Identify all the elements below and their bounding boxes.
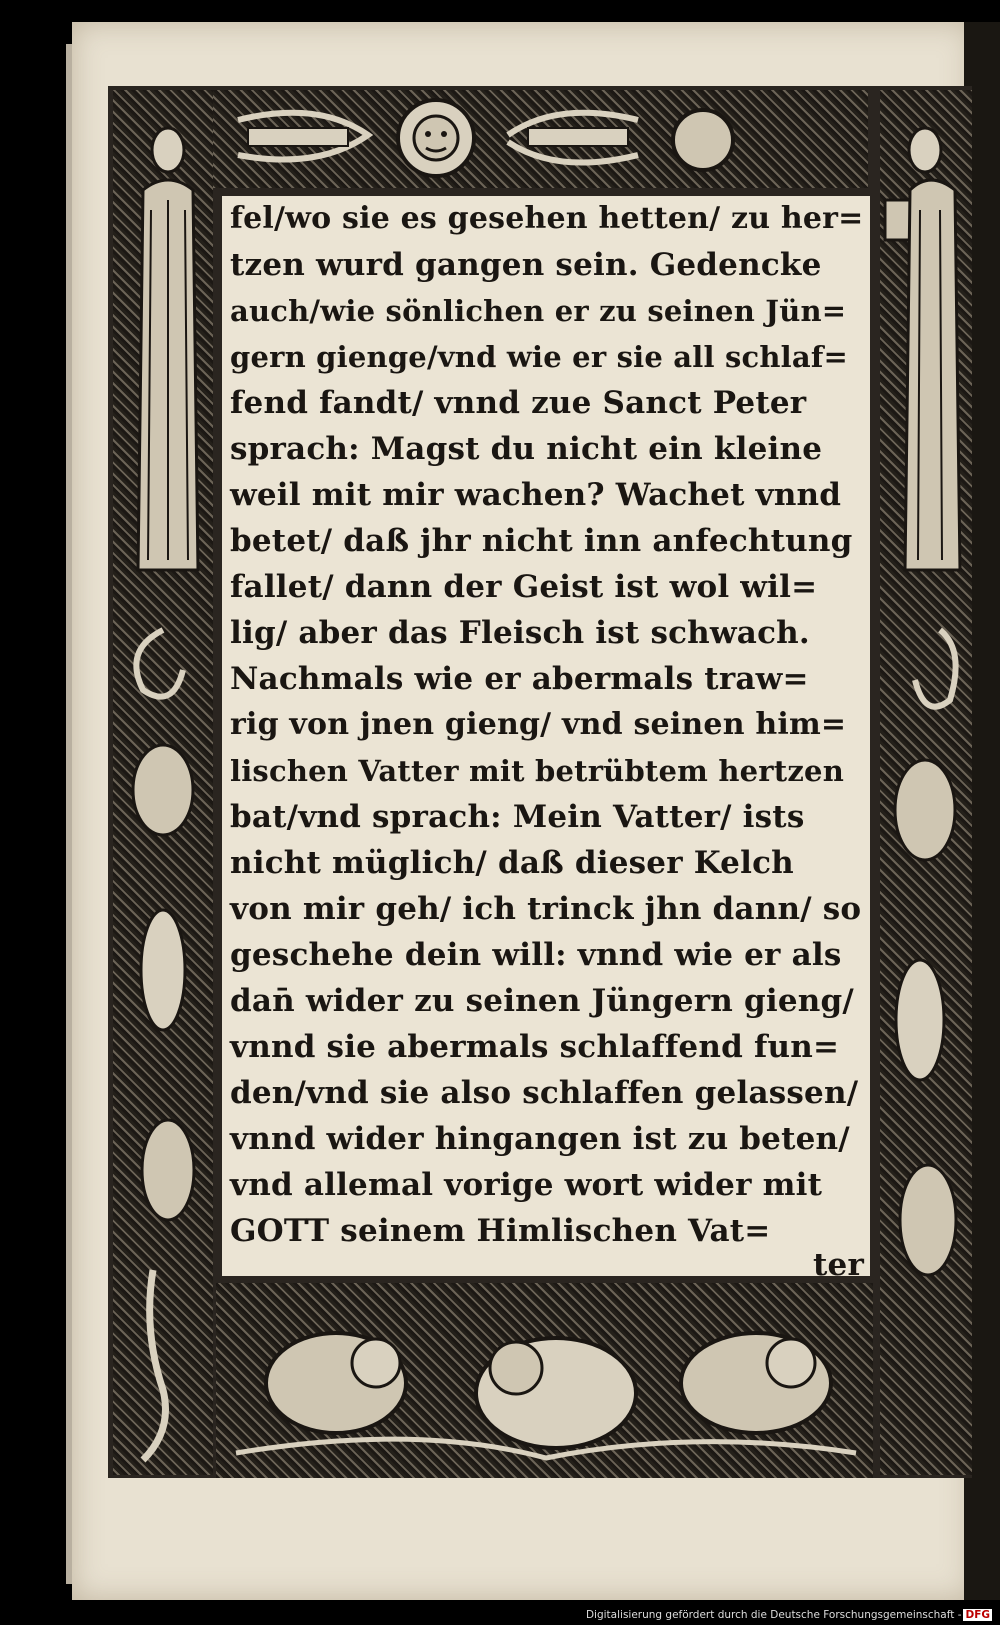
text-line: tzen wurd gangen sein. Gedencke [230,247,822,283]
sun-face-ornament-icon [118,90,868,188]
figure-and-vine-ornament-icon [113,90,213,1475]
text-line: vnnd wider hingangen ist zu beten/ [230,1121,850,1157]
dfg-logo: DFG [965,1609,990,1621]
footer-text: Digitalisierung gefördert durch die Deutsche Forschungsgemeinschaft - [585,1609,962,1621]
text-line: GOTT seinem Himlischen Vat= [230,1213,771,1249]
bottom-ornament-panel [216,1283,873,1478]
right-ornament-panel [880,90,972,1475]
figure-and-fruit-ornament-icon [880,90,972,1475]
text-line: den/vnd sie also schlaffen gelassen/ [230,1075,859,1111]
text-line: betet/ daß jhr nicht inn anfechtung [230,523,853,559]
text-line: lig/ aber das Fleisch ist schwach. [230,615,810,651]
text-line: sprach: Magst du nicht ein kleine [230,431,823,467]
text-line: nicht müglich/ daß dieser Kelch [230,845,794,881]
putti-ornament-icon [216,1283,873,1478]
text-line: vnd allemal vorige wort wider mit [230,1167,823,1203]
text-line: weil mit mir wachen? Wachet vnnd [230,477,842,513]
text-line: dan̄ wider zu seinen Jüngern gieng/ [230,983,854,1019]
text-line: geschehe dein will: vnnd wie er als [230,937,842,973]
top-ornament-panel [118,90,868,188]
text-line: fend fandt/ vnnd zue Sanct Peter [230,385,807,421]
catchword: ter [813,1247,864,1283]
text-line: vnnd sie abermals schlaffend fun= [230,1029,840,1065]
text-line: von mir geh/ ich trinck jhn dann/ so [230,891,862,927]
text-line: rig von jnen gieng/ vnd seinen him= [230,707,847,742]
text-block [222,196,870,1283]
digitization-footer [586,1609,992,1621]
text-line: gern gienge/vnd wie er sie all schlaf= [230,340,849,374]
text-line: bat/vnd sprach: Mein Vatter/ ists [230,799,805,835]
text-line: Nachmals wie er abermals traw= [230,661,809,697]
text-line: lischen Vatter mit betrübtem hertzen [230,754,844,788]
text-line: fel/wo sie es gesehen hetten/ zu her= [230,201,864,236]
text-line: auch/wie sönlichen er zu seinen Jün= [230,294,847,328]
text-line: fallet/ dann der Geist ist wol wil= [230,569,818,605]
left-ornament-panel [113,90,213,1475]
